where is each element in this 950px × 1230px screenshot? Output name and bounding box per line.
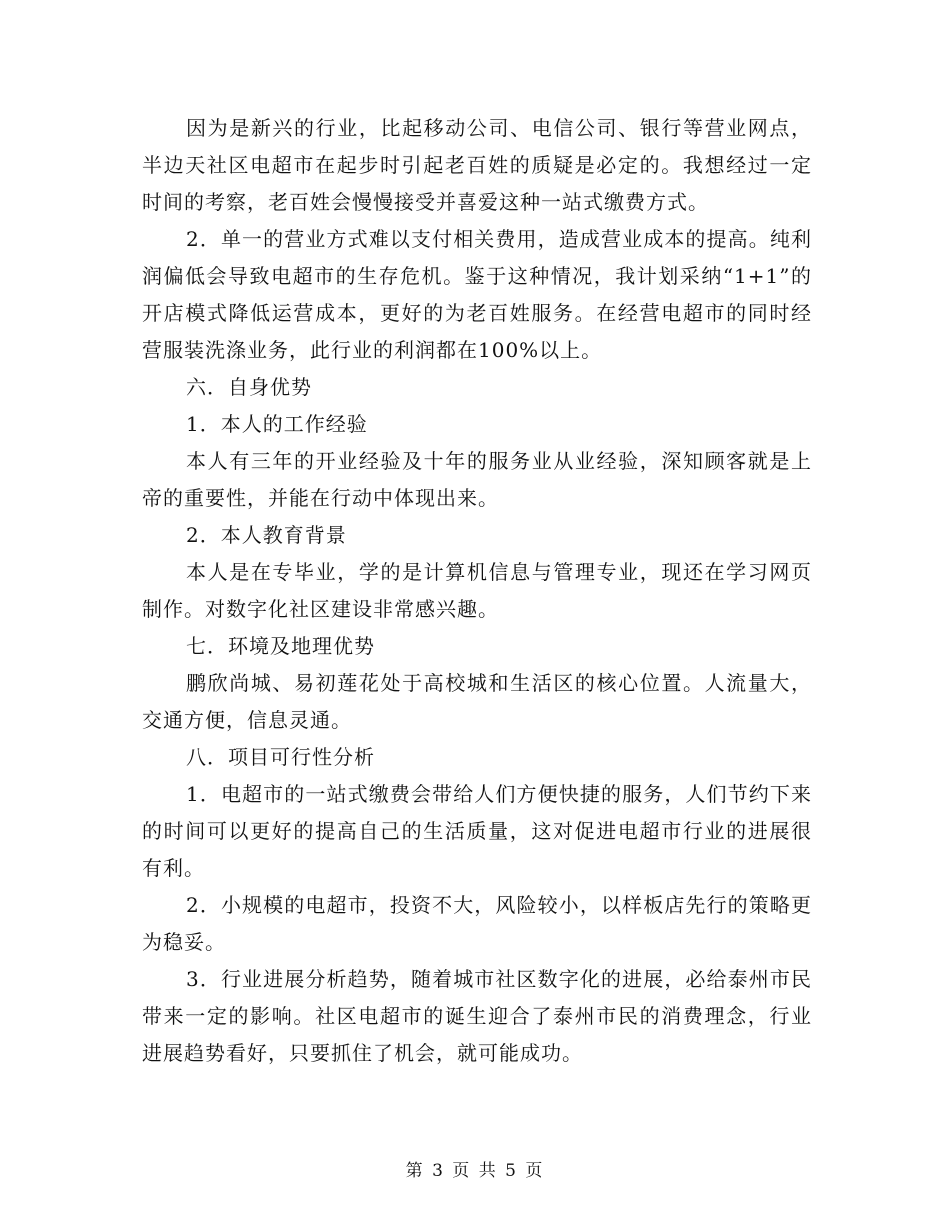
paragraph-feasibility-2: 2．小规模的电超市，投资不大，风险较小，以样板店先行的策略更为稳妥。 [142,893,812,954]
page-number-footer: 第 3 页 共 5 页 [405,1161,545,1181]
paragraph-education: 本人是在专毕业，学的是计算机信息与管理专业，现还在学习网页制作。对数字化社区建设非常感兴趣。 [142,560,812,621]
document-body [142,110,812,1072]
paragraph-work-experience: 本人有三年的开业经验及十年的服务业从业经验，深知顾客就是上帝的重要性，并能在行动中体现出来。 [142,449,812,510]
paragraph-location: 鹏欣尚城、易初莲花处于高校城和生活区的核心位置。人流量大，交通方便，信息灵通。 [142,671,812,732]
heading-feasibility: 八．项目可行性分析 [186,745,375,769]
heading-location-advantage: 七．环境及地理优势 [186,634,375,658]
heading-education: 2．本人教育背景 [186,523,347,547]
paragraph-feasibility-3: 3．行业进展分析趋势，随着城市社区数字化的进展，必给泰州市民带来一定的影响。社区电超市的诞生迎合了泰州市民的消费理念，行业进展趋势看好，只要抓住了机会，就可能成功。 [142,967,812,1065]
heading-self-advantage: 六．自身优势 [186,375,312,399]
heading-work-experience: 1．本人的工作经验 [186,412,368,436]
paragraph-industry-doubt: 因为是新兴的行业，比起移动公司、电信公司、银行等营业网点，半边天社区电超市在起步时引起老百姓的质疑是必定的。我想经过一定时间的考察，老百姓会慢慢接受并喜爱这种一站式缴费方式。 [142,116,812,214]
paragraph-feasibility-1: 1．电超市的一站式缴费会带给人们方便快捷的服务，人们节约下来的时间可以更好的提高自己的生活质量，这对促进电超市行业的进展很有利。 [142,782,812,880]
paragraph-cost-strategy: 2．单一的营业方式难以支付相关费用，造成营业成本的提高。纯利润偏低会导致电超市的生存危机。鉴于这种情况，我计划采纳“1+1”的开店模式降低运营成本，更好的为老百姓服务。在经营电超市的同时经营服装洗涤业务，此行业的利润都在100%以上。 [142,227,812,362]
